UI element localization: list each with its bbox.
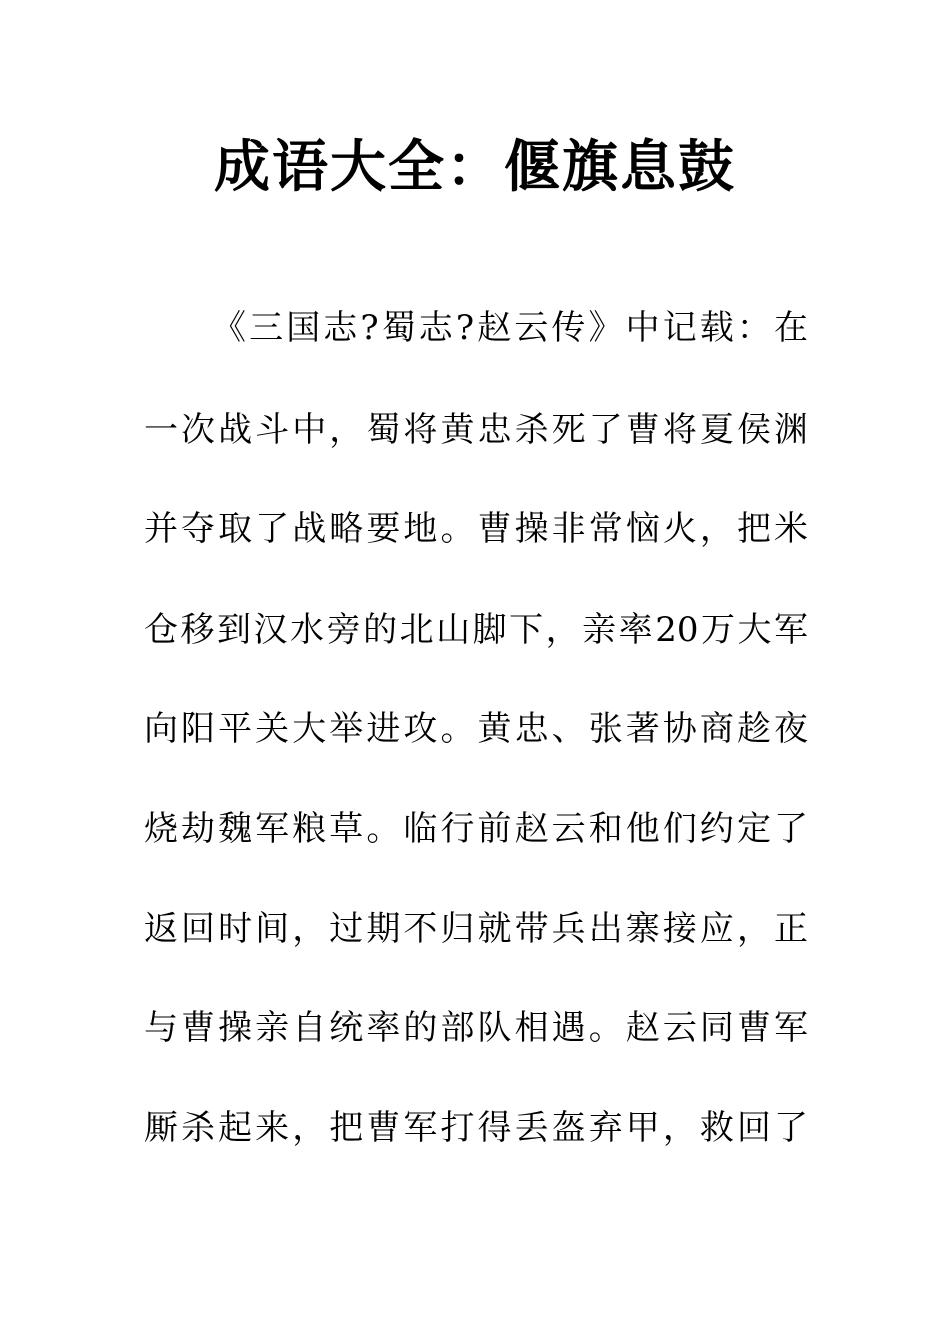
text-line-9: 厮杀起来，把曹军打得丢盔弃甲，救回了 <box>144 1108 808 1148</box>
text-line-8: 与曹操亲自统率的部队相遇。赵云同曹军 <box>144 1008 808 1048</box>
page-title: 成语大全：偃旗息鼓 <box>214 135 736 200</box>
text-line-4: 仓移到汉水旁的北山脚下，亲率20万大军 <box>144 610 808 650</box>
text-line-7: 返回时间，过期不归就带兵出寨接应，正 <box>144 909 808 949</box>
text-line-1: 《三国志?蜀志?赵云传》中记载：在 <box>212 308 808 348</box>
text-line-6: 烧劫魏军粮草。临行前赵云和他们约定了 <box>144 809 808 849</box>
text-line-5: 向阳平关大举进攻。黄忠、张著协商趁夜 <box>144 709 808 749</box>
text-line-2: 一次战斗中，蜀将黄忠杀死了曹将夏侯渊 <box>144 410 808 450</box>
text-line-3: 并夺取了战略要地。曹操非常恼火，把米 <box>144 509 808 549</box>
